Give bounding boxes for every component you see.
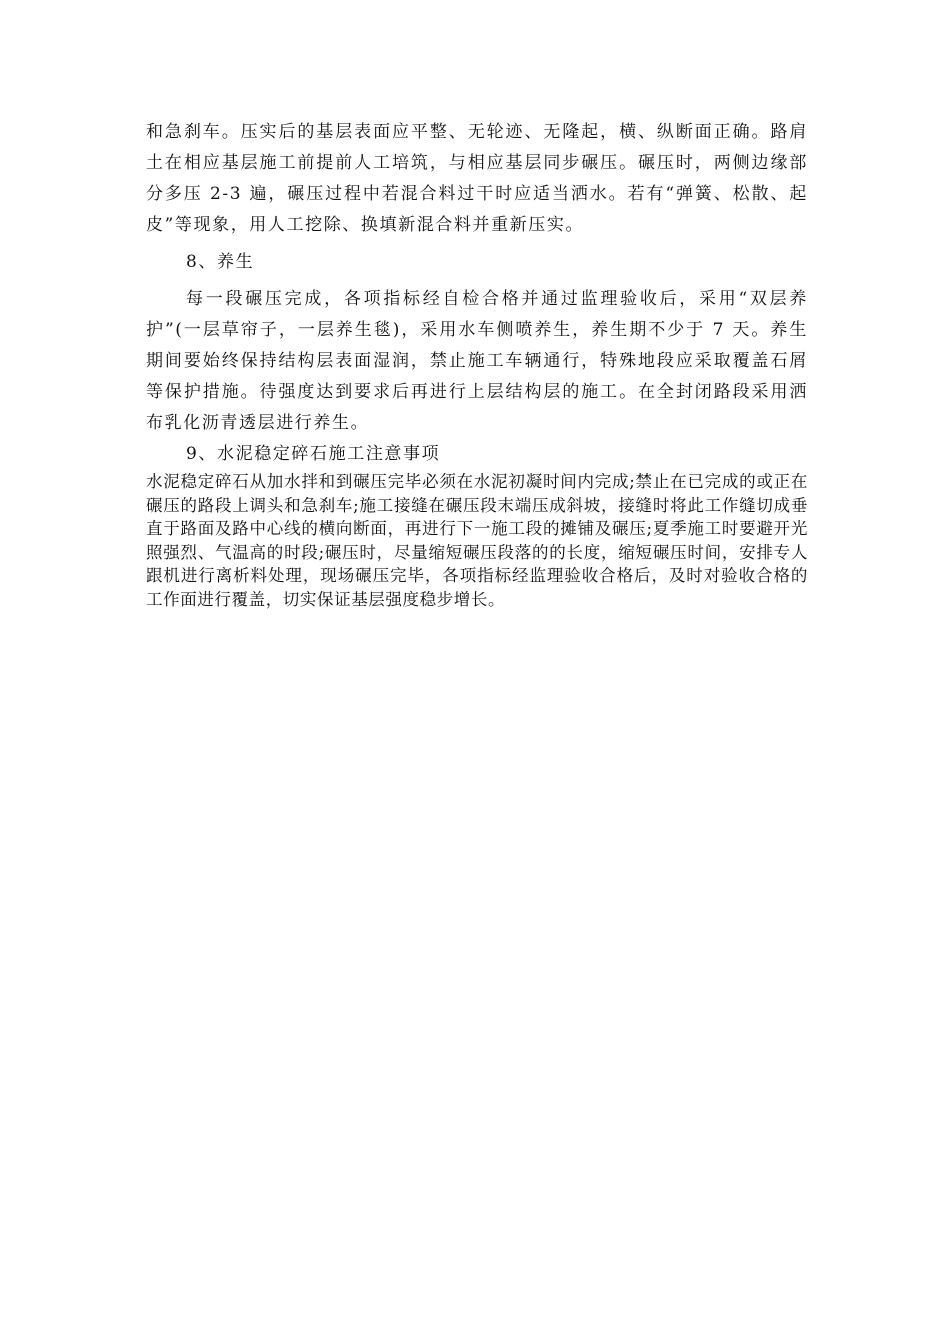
paragraph-curing: 每一段碾压完成，各项指标经自检合格并通过监理验收后，采用“双层养护”(一层草帘子，一层养生毯)，采用水车侧喷养生，养生期不少于 7 天。养生期间要始终保持结构层表面湿润，禁止施工车辆通行，特殊地段应采取覆盖石屑等保护措施。待强度达到要求后再进行上层结构层的施工。在全封闭路段采用洒布乳化沥青透层进行养生。 [146,289,808,433]
section-heading-precautions: 9、水泥稳定碎石施工注意事项 [186,444,441,464]
document-page [146,117,808,611]
paragraph-compaction: 和急刹车。压实后的基层表面应平整、无轮迹、无隆起，横、纵断面正确。路肩土在相应基层施工前提前人工培筑，与相应基层同步碾压。碾压时，两侧边缘部分多压 2-3 遍，碾压过程中若混合料过干时应适当洒水。若有“弹簧、松散、起皮”等现象，用人工挖除、换填新混合料并重新压实。 [146,122,808,235]
section-heading-curing: 8、养生 [186,252,255,272]
paragraph-precautions: 水泥稳定碎石从加水拌和到碾压完毕必须在水泥初凝时间内完成;禁止在已完成的或正在碾压的路段上调头和急刹车;施工接缝在碾压段末端压成斜坡，接缝时将此工作缝切成垂直于路面及路中心线的横向断面，再进行下一施工段的摊铺及碾压;夏季施工时要避开光照强烈、气温高的时段;碾压时，尽量缩短碾压段落的的长度，缩短碾压时间，安排专人跟机进行离析料处理，现场碾压完毕，各项指标经监理验收合格后，及时对验收合格的工作面进行覆盖，切实保证基层强度稳步增长。 [146,472,808,609]
